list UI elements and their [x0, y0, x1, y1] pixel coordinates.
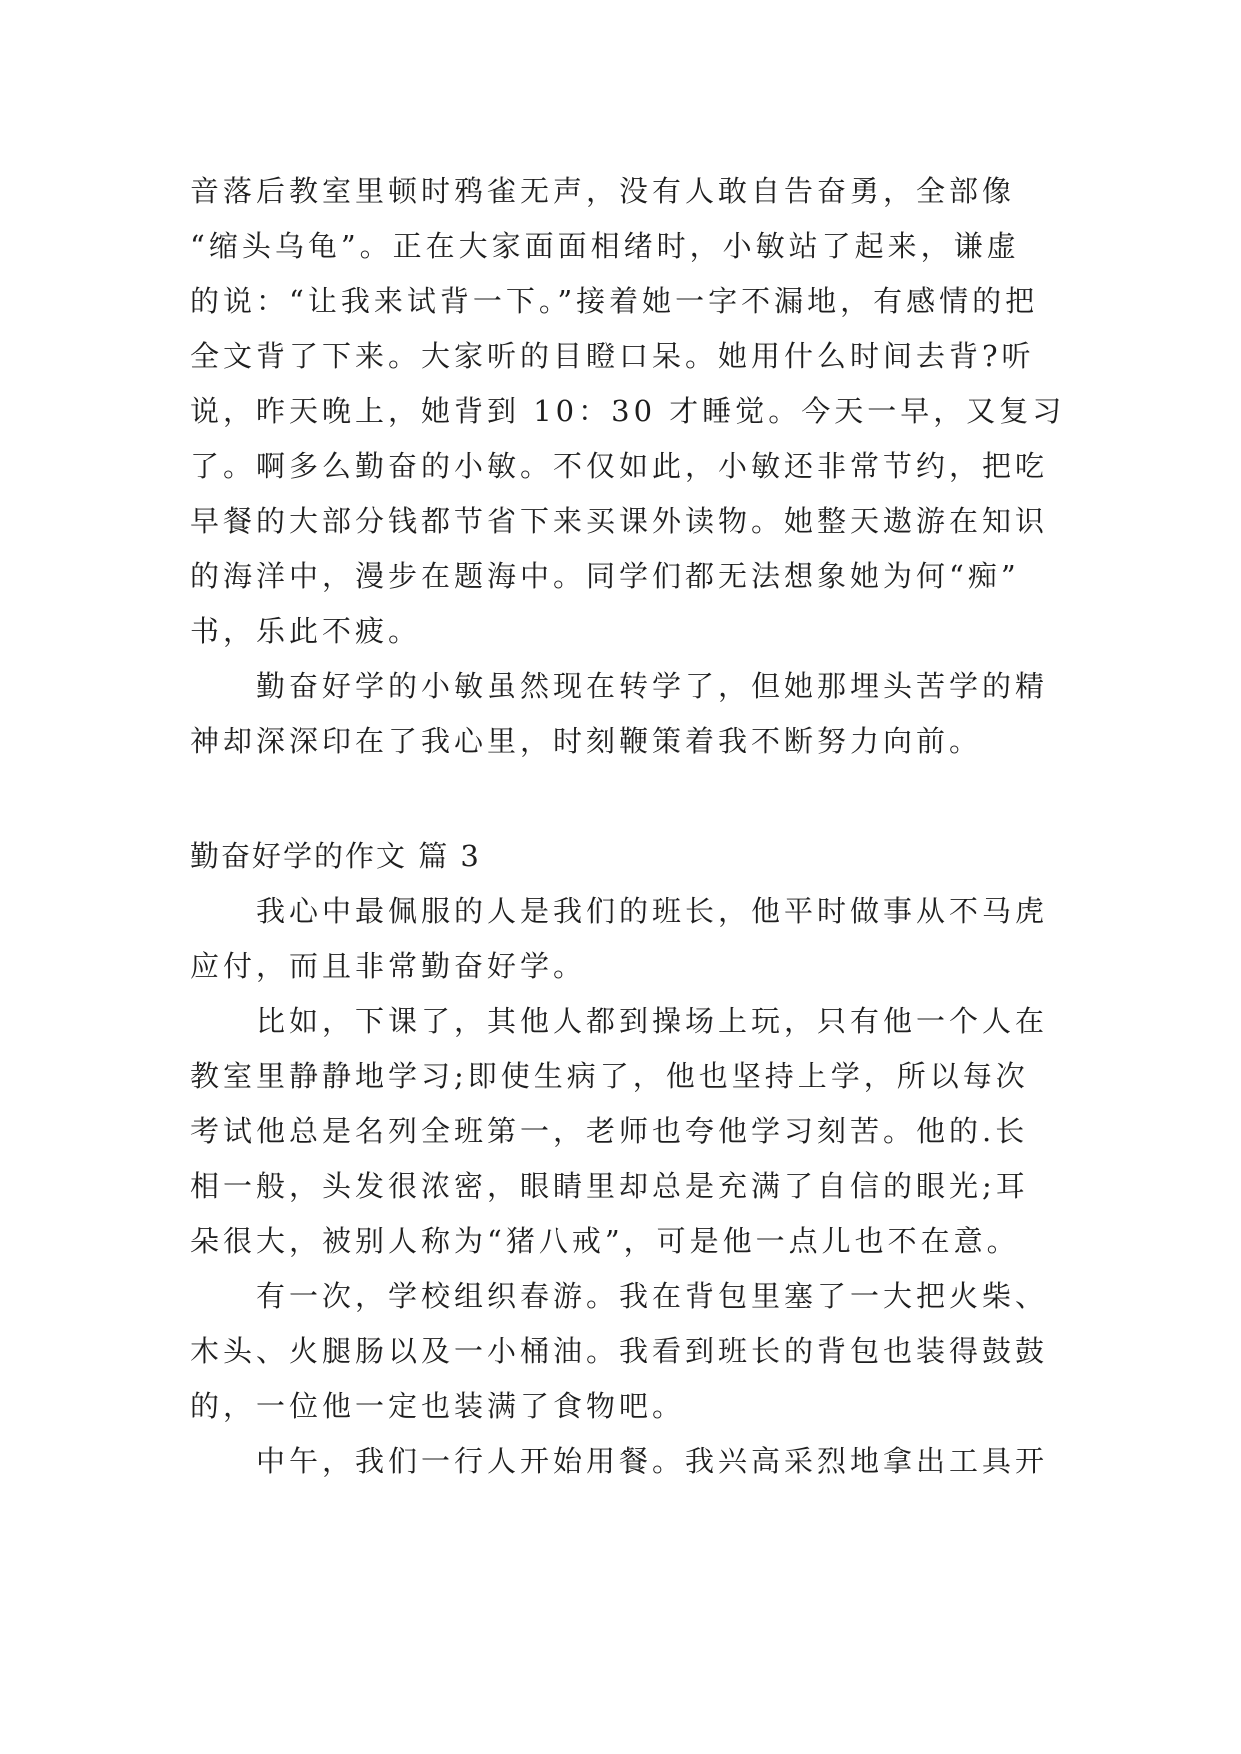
paragraph-continuation	[190, 164, 1066, 659]
text-line: 早餐的大部分钱都节省下来买课外读物。她整天遨游在知识	[190, 504, 1049, 538]
paragraph-spring-outing	[190, 1269, 1050, 1434]
text-line: 相一般，头发很浓密，眼睛里却总是充满了自信的眼光;耳	[190, 1169, 1029, 1203]
paragraph-closing	[190, 659, 1050, 769]
paragraph-example	[190, 994, 1050, 1269]
text-line: 教室里静静地学习;即使生病了，他也坚持上学，所以每次	[190, 1059, 1029, 1093]
text-line: “缩头乌龟”。正在大家面面相绪时，小敏站了起来，谦虚	[190, 229, 1020, 263]
text-line: 的说：“让我来试背一下。”接着她一字不漏地，有感情的把	[190, 284, 1039, 318]
document-body	[190, 164, 1066, 1489]
section-heading: 勤奋好学的作文 篇 3	[190, 839, 481, 873]
text-line: 比如，下课了，其他人都到操场上玩，只有他一个人在	[256, 1004, 1049, 1038]
section-spacer	[190, 769, 1050, 829]
text-line: 勤奋好学的小敏虽然现在转学了，但她那埋头苦学的精	[256, 669, 1049, 703]
text-line: 说，昨天晚上，她背到 10：30 才睡觉。今天一早，又复习	[190, 394, 1066, 428]
text-line: 书，乐此不疲。	[190, 614, 422, 648]
text-line: 了。啊多么勤奋的小敏。不仅如此，小敏还非常节约，把吃	[190, 449, 1049, 483]
text-line: 朵很大，被别人称为“猪八戒”，可是他一点儿也不在意。	[190, 1224, 1020, 1258]
text-line: 应付，而且非常勤奋好学。	[190, 949, 587, 983]
text-line: 神却深深印在了我心里，时刻鞭策着我不断努力向前。	[190, 724, 983, 758]
text-line: 音落后教室里顿时鸦雀无声，没有人敢自告奋勇，全部像	[190, 174, 1016, 208]
text-line: 考试他总是名列全班第一，老师也夸他学习刻苦。他的.长	[190, 1114, 1029, 1148]
paragraph-intro	[190, 884, 1050, 994]
text-line: 中午，我们一行人开始用餐。我兴高采烈地拿出工具开	[256, 1444, 1049, 1478]
text-line: 全文背了下来。大家听的目瞪口呆。她用什么时间去背?听	[190, 339, 1035, 373]
text-line: 的海洋中，漫步在题海中。同学们都无法想象她为何“痴”	[190, 559, 1020, 593]
text-line: 木头、火腿肠以及一小桶油。我看到班长的背包也装得鼓鼓	[190, 1334, 1049, 1368]
text-line: 有一次，学校组织春游。我在背包里塞了一大把火柴、	[256, 1279, 1049, 1313]
paragraph-noon	[190, 1434, 1050, 1489]
text-line: 的，一位他一定也装满了食物吧。	[190, 1389, 686, 1423]
text-line: 我心中最佩服的人是我们的班长，他平时做事从不马虎	[256, 894, 1049, 928]
